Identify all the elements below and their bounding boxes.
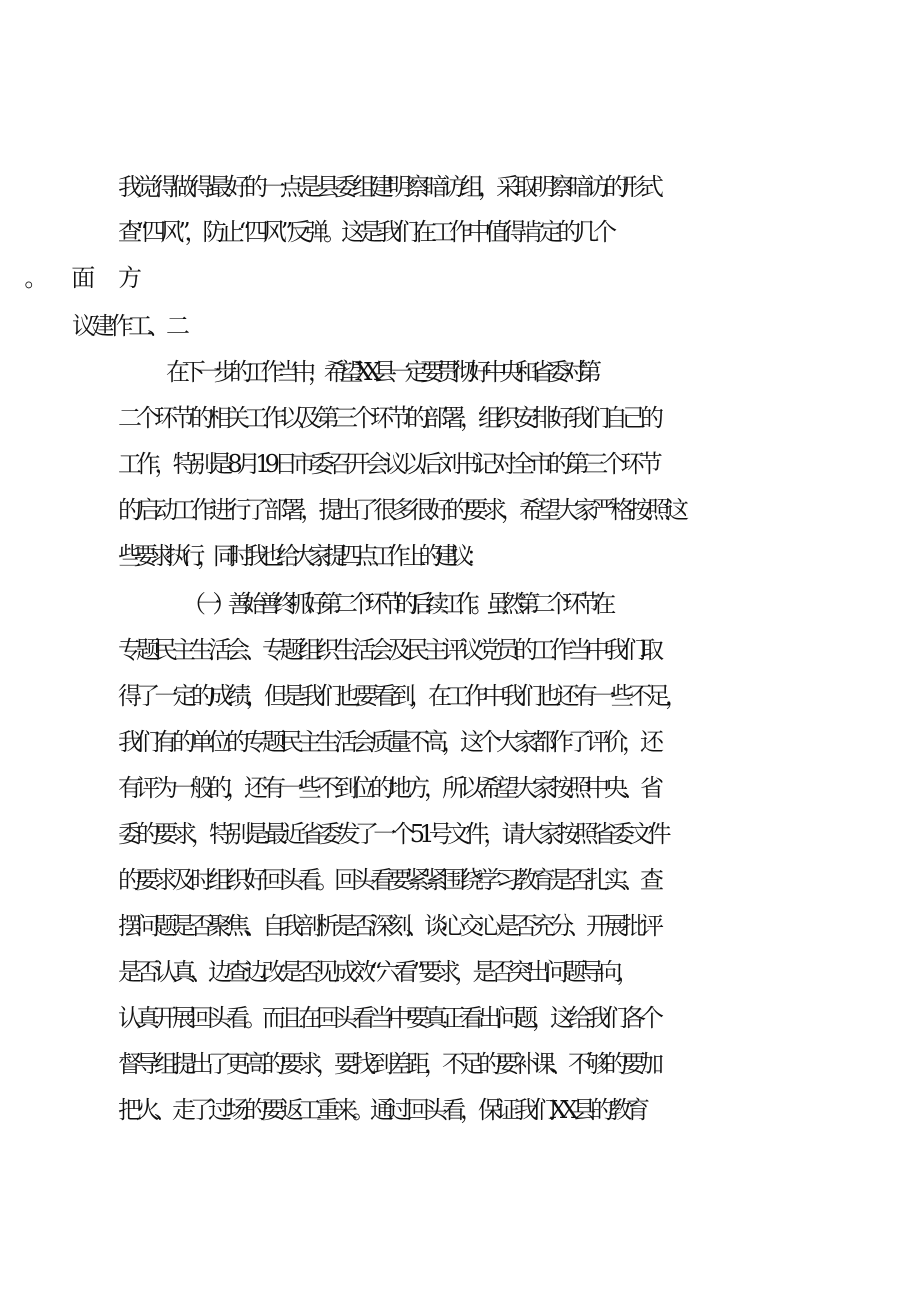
text-line: 在下一步的工作当中，希望XX县一定要贯彻好中央和省委对第 <box>166 358 594 386</box>
section-heading <box>166 311 920 341</box>
text-line: 委的要求，特别是最近省委发了一个51号文件，请大家按照省委文件 <box>118 820 666 848</box>
text-line: 的要求及时组织好回头看。回头看要紧紧围绕学习教育是否扎实、查 <box>118 866 658 894</box>
subsection-heading: （一）善始善终抓好第二个环节的后续工作。虽然第二个环节在 <box>182 590 608 618</box>
text-line: 督导组提出了更高的要求，要找到差距，不足的要补课、不够的要加 <box>118 1050 658 1078</box>
text-line: 我觉得做得最好的一点是县委组建明察暗访组，采取明察暗访的形式 <box>118 173 658 201</box>
text-line: 的启动工作进行了部署，提出了很多很好的要求，希望大家严格按照这 <box>118 496 684 524</box>
text-line: 工作，特别是8月19日市委召开会议以后刘书记对全市的第三个环节 <box>118 450 658 478</box>
text-line: 些要求执行，同时我也给大家提四点工作上的建议： <box>118 542 482 570</box>
text-line: 得了一定的成绩，但是我们也要看到，在工作中我们也还有一些不足， <box>118 682 684 710</box>
text-line: 专题民主生活会、专题组织生活会及民主评议党员的工作当中我们取 <box>118 636 658 664</box>
text-line: 二个环节的相关工作以及第三个环节的部署，组织安排好我们自己的 <box>118 404 658 432</box>
text-line: 查“四风”，防止“四风”反弹。这是我们在工作中值得肯定的几个 <box>118 218 612 246</box>
text-line: 我们有的单位的专题民主生活会质量不高，这个大家都作了评价，还 <box>118 728 658 756</box>
text-line: 有评为一般的，还有一些不到位的地方，所以希望大家按照中央、省 <box>118 774 658 802</box>
text-line: 摆问题是否聚焦、自我剖析是否深刻、谈心交心是否充分、开展批评 <box>118 912 658 940</box>
text-line: 把火、走了过场的要返工重来。通过回头看，保证我们XX县的教育 <box>118 1096 645 1124</box>
text-line <box>118 263 920 293</box>
text-line: 是否认真、边查边改是否见成效“六看”要求，是否突出问题导向， <box>118 958 635 986</box>
text-line: 认真开展回头看。而且在回头看当中要真正看出问题，这给我们各个 <box>118 1004 658 1032</box>
